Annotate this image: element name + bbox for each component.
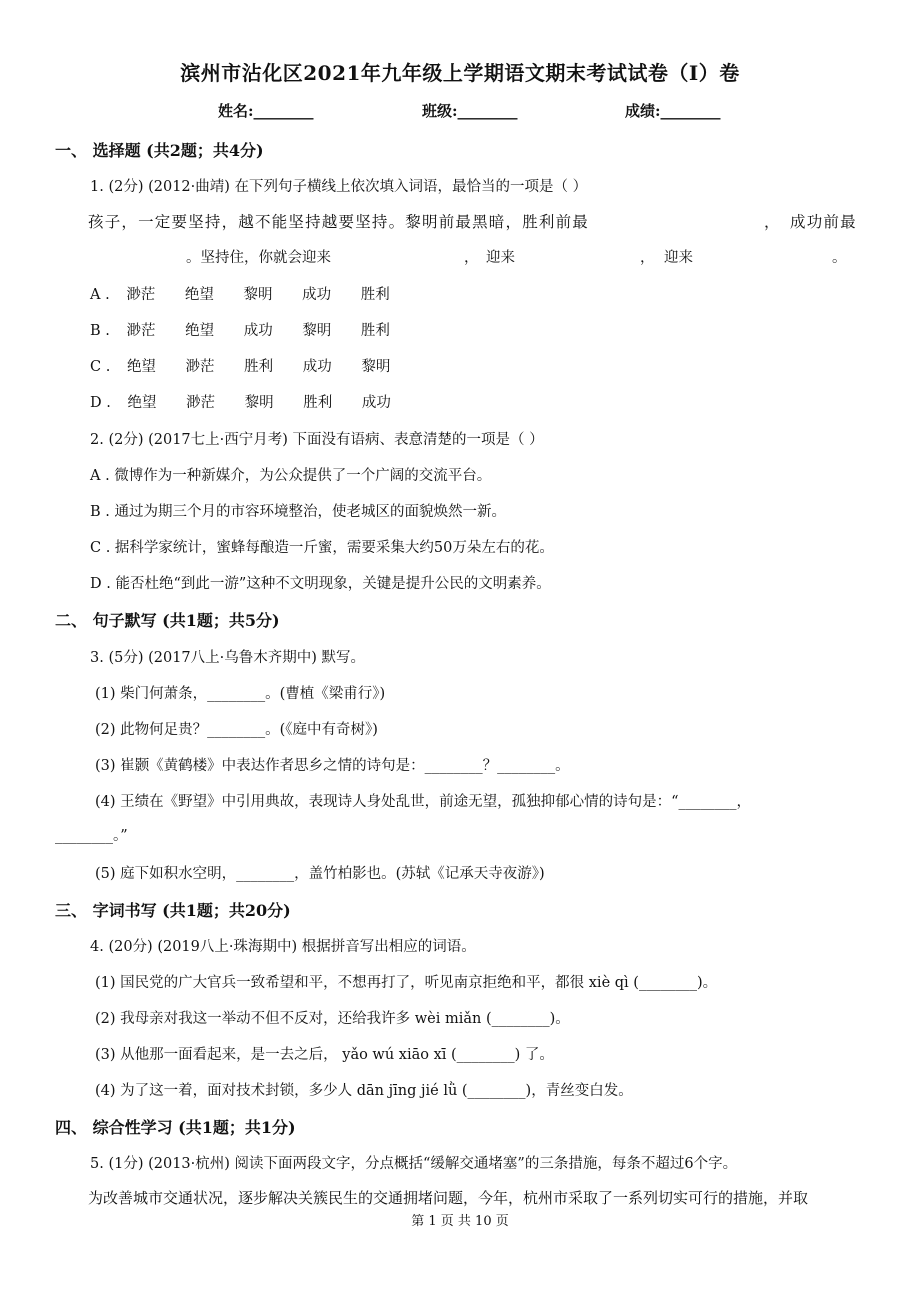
class-field: 班级:________ (422, 102, 518, 120)
question-3-stem: 3. (5分) (2017八上·乌鲁木齐期中) 默写。 (90, 650, 366, 666)
option-word: 成功 (302, 359, 332, 375)
option-word: 成功 (243, 323, 273, 339)
question-1-line2-welcome1: 迎来 (486, 250, 515, 266)
section-heading-3: 三、 字词书写 (共1题；共20分) (55, 901, 291, 920)
question-1-line2-comma1: ， (464, 250, 479, 266)
question-2-option-c[interactable]: C . 据科学家统计，蜜蜂每酿造一斤蜜，需要采集大约50万朵左右的花。 (90, 540, 554, 556)
option-label: B . (90, 323, 110, 339)
option-word: 黎明 (361, 359, 391, 375)
option-word: 黎明 (302, 323, 332, 339)
section-heading-1: 一、 选择题 (共2题；共4分) (55, 141, 264, 160)
option-word: 渺茫 (186, 395, 216, 411)
name-field: 姓名:________ (218, 102, 314, 120)
page-footer: 第 1 页 共 10 页 (411, 1214, 509, 1229)
question-1-option-c[interactable] (90, 355, 415, 376)
question-1-stem: 1. (2分) (2012·曲靖) 在下列句子横线上依次填入词语，最恰当的一项是（ ） (90, 179, 588, 195)
question-4-item-3: (3) 从他那一面看起来，是一去之后， yǎo wú xiāo xī (________) 了。 (95, 1047, 554, 1063)
page-title: 滨州市沾化区2021年九年级上学期语文期末考试试卷（I）卷 (180, 61, 740, 85)
section-heading-4: 四、 综合性学习 (共1题；共1分) (55, 1118, 296, 1137)
option-word: 绝望 (185, 323, 215, 339)
question-3-item-4: (4) 王绩在《野望》中引用典故，表现诗人身处乱世，前途无望，孤独抑郁心情的诗句是：“________， (95, 794, 752, 810)
option-word: 渺茫 (126, 287, 156, 303)
option-word: 成功 (361, 395, 391, 411)
question-1-line1-comma: ， (764, 213, 780, 231)
question-3-item-3: (3) 崔颢《黄鹤楼》中表达作者思乡之情的诗句是：________？________。 (95, 758, 570, 774)
question-2-option-d[interactable]: D . 能否杜绝“到此一游”这种不文明现象，关键是提升公民的文明素养。 (90, 576, 551, 592)
question-1-option-b[interactable] (90, 319, 415, 340)
option-word: 绝望 (127, 395, 157, 411)
question-1-line1: 孩子，一定要坚持，越不能坚持越要坚持。黎明前最黑暗，胜利前最 (88, 213, 590, 231)
question-3-item-5: (5) 庭下如积水空明，________，盖竹柏影也。(苏轼《记承天寺夜游》) (95, 866, 545, 882)
question-1-line2-period: 。 (832, 250, 847, 266)
question-2-option-b[interactable]: B . 通过为期三个月的市容环境整治，使老城区的面貌焕然一新。 (90, 504, 506, 520)
option-word: 渺茫 (185, 359, 215, 375)
option-word: 胜利 (244, 359, 274, 375)
question-1-option-a[interactable] (90, 283, 415, 304)
question-4-item-1: (1) 国民党的广大官兵一致希望和平，不想再打了，听见南京拒绝和平，都很 xiè qì (________)。 (95, 975, 718, 991)
option-word: 黎明 (244, 395, 274, 411)
question-1-option-d[interactable] (90, 391, 416, 412)
question-3-item-2: (2) 此物何足贵？________。(《庭中有奇树》) (95, 722, 378, 738)
question-5-stem: 5. (1分) (2013·杭州) 阅读下面两段文字，分点概括“缓解交通堵塞”的三条措施，每条不超过6个字。 (90, 1156, 738, 1172)
question-1-line1-end: 成功前最 (790, 213, 857, 231)
question-3-item-4-cont: ________。” (55, 828, 128, 844)
question-4-stem: 4. (20分) (2019八上·珠海期中) 根据拼音写出相应的词语。 (90, 939, 476, 955)
option-word: 黎明 (243, 287, 273, 303)
question-2-stem: 2. (2分) (2017七上·西宁月考) 下面没有语病、表意清楚的一项是（ ） (90, 432, 544, 448)
question-1-line2: 。坚持住，你就会迎来 (186, 250, 331, 266)
option-word: 胜利 (303, 395, 333, 411)
question-5-passage: 为改善城市交通状况，逐步解决关簇民生的交通拥堵问题，今年，杭州市采取了一系列切实可行的措施，并取 (88, 1189, 809, 1207)
question-3-item-1: (1) 柴门何萧条，________。(曹植《梁甫行》) (95, 686, 386, 702)
option-label: C . (90, 359, 111, 375)
question-4-item-4: (4) 为了这一着，面对技术封锁，多少人 dān jīng jié lǜ (________)，青丝变白发。 (95, 1083, 633, 1099)
option-word: 绝望 (184, 287, 214, 303)
option-word: 胜利 (360, 287, 390, 303)
option-word: 渺茫 (126, 323, 156, 339)
option-word: 成功 (302, 287, 332, 303)
section-heading-2: 二、 句子默写 (共1题；共5分) (55, 611, 280, 630)
option-word: 绝望 (126, 359, 156, 375)
option-label: D . (90, 395, 111, 411)
score-field: 成绩:________ (625, 102, 721, 120)
question-1-line2-comma2: ， (640, 250, 655, 266)
option-word: 胜利 (360, 323, 390, 339)
question-1-line2-welcome2: 迎来 (664, 250, 693, 266)
option-label: A . (90, 287, 110, 303)
question-4-item-2: (2) 我母亲对我这一举动不但不反对，还给我许多 wèi miǎn (________)。 (95, 1011, 570, 1027)
question-2-option-a[interactable]: A . 微博作为一种新媒介，为公众提供了一个广阔的交流平台。 (90, 468, 492, 484)
